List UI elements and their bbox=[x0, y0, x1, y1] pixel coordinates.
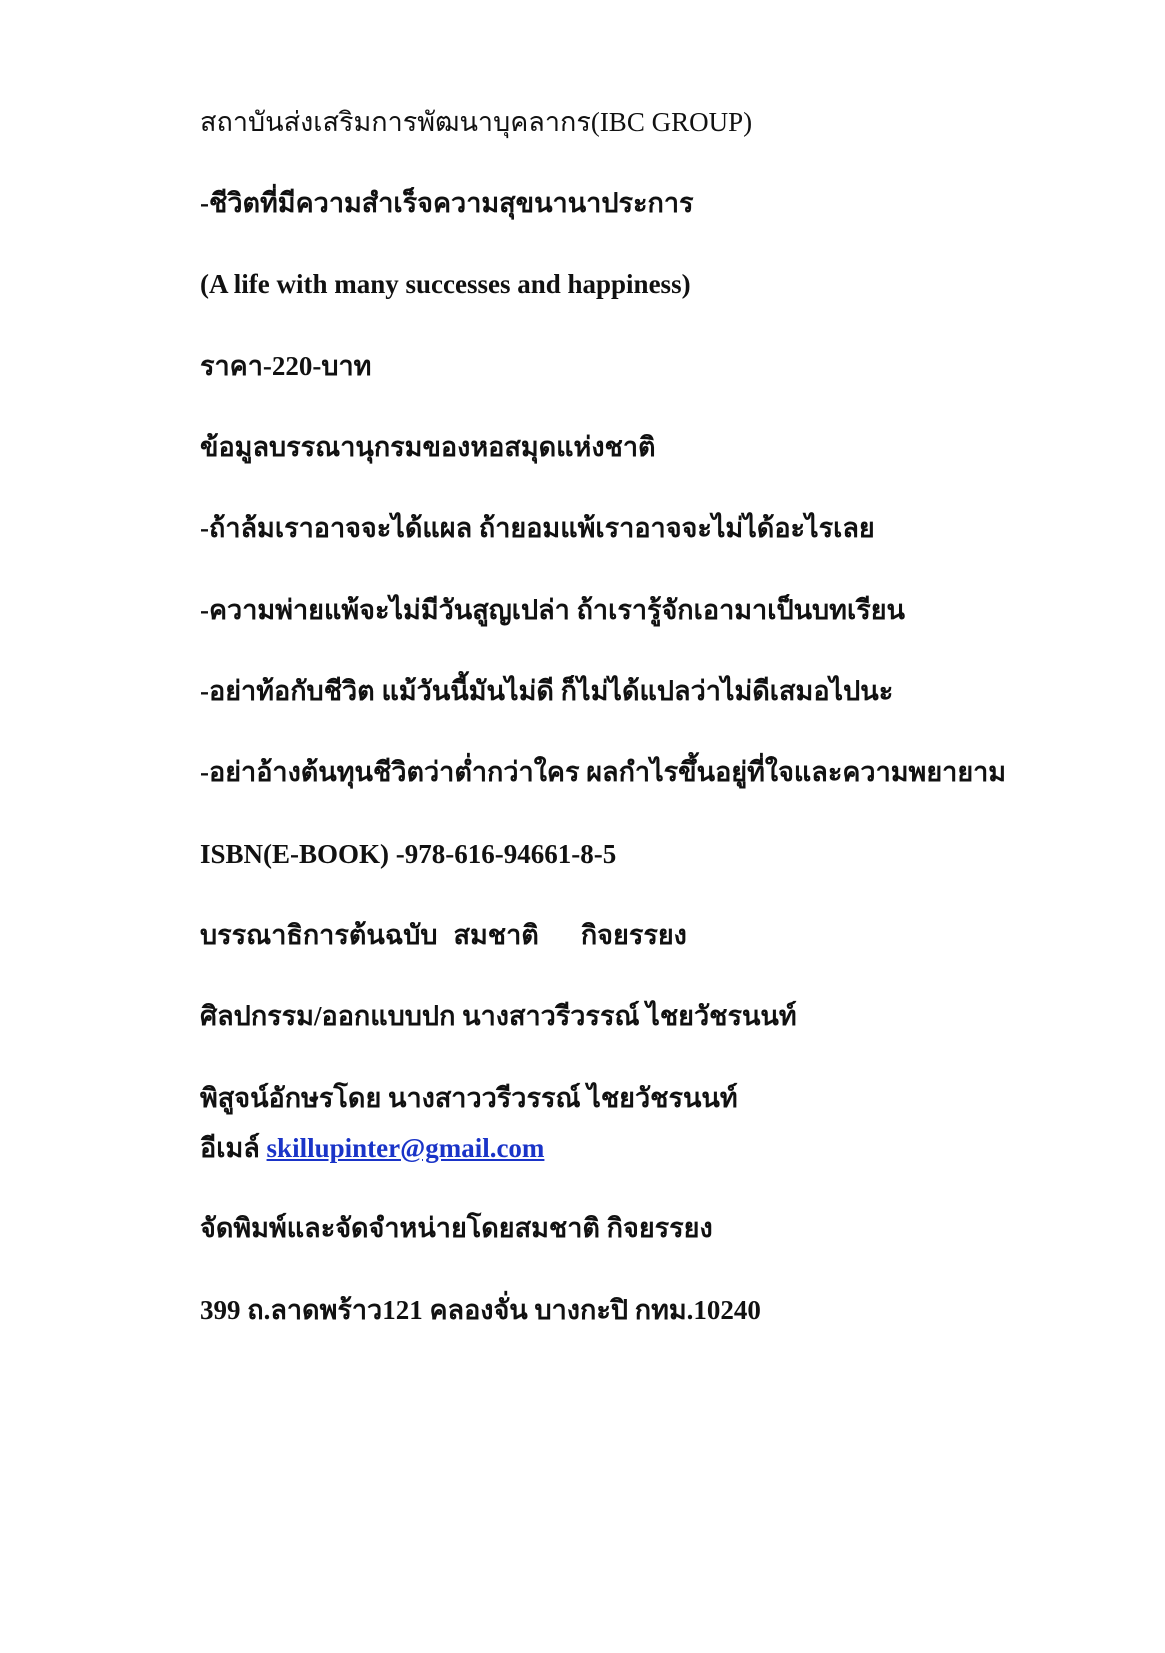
editor-last-name: กิจยรรยง bbox=[580, 920, 687, 950]
catalog-heading: ข้อมูลบรรณานุกรมของหอสมุดแห่งชาติ bbox=[200, 432, 656, 462]
editor-first-name: สมชาติ bbox=[453, 920, 539, 950]
art-design-line: ศิลปกรรม/ออกแบบปก นางสาวรีวรรณ์ ไชยวัชรนนท์ bbox=[200, 1001, 797, 1031]
book-title-english: (A life with many successes and happiness) bbox=[200, 269, 691, 299]
editor-label: บรรณาธิการต้นฉบับ bbox=[200, 920, 438, 950]
proofreader-line: พิสูจน์อักษรโดย นางสาววรีวรรณ์ ไชยวัชรนนท์ bbox=[200, 1083, 738, 1113]
quote-4: -อย่าอ้างต้นทุนชีวิตว่าต่ำกว่าใคร ผลกำไรขึ้นอยู่ที่ใจและความพยายาม bbox=[200, 757, 1007, 787]
institute-line: สถาบันส่งเสริมการพัฒนาบุคลากร(IBC GROUP) bbox=[200, 107, 753, 137]
email-label: อีเมล์ bbox=[200, 1133, 260, 1163]
isbn-line: ISBN(E-BOOK) -978-616-94661-8-5 bbox=[200, 839, 617, 869]
quote-3: -อย่าท้อกับชีวิต แม้วันนี้มันไม่ดี ก็ไม่ได้แปลว่าไม่ดีเสมอไปนะ bbox=[200, 676, 894, 706]
email-line bbox=[200, 1130, 544, 1166]
quote-2: -ความพ่ายแพ้จะไม่มีวันสูญเปล่า ถ้าเรารู้จักเอามาเป็นบทเรียน bbox=[200, 595, 905, 625]
quote-1: -ถ้าล้มเราอาจจะได้แผล ถ้ายอมแพ้เราอาจจะไม่ได้อะไรเลย bbox=[200, 513, 875, 543]
price-line: ราคา-220-บาท bbox=[200, 351, 372, 381]
editor-line bbox=[200, 917, 687, 953]
book-title-thai: -ชีวิตที่มีความสำเร็จความสุขนานาประการ bbox=[200, 188, 694, 218]
publisher-line: จัดพิมพ์และจัดจำหน่ายโดยสมชาติ กิจยรรยง bbox=[200, 1213, 713, 1243]
address-line: 399 ถ.ลาดพร้าว121 คลองจั่น บางกะปิ กทม.10240 bbox=[200, 1295, 761, 1325]
email-link[interactable]: skillupinter@gmail.com bbox=[266, 1133, 545, 1163]
